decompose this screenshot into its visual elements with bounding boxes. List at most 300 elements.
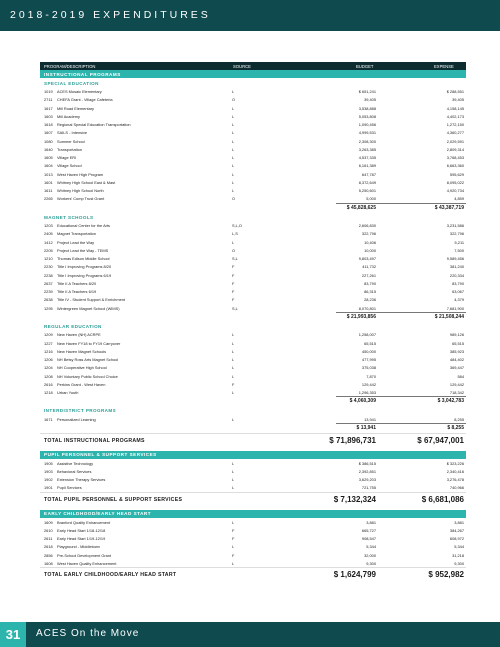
subtotal-rule: [336, 312, 466, 313]
table-row: [40, 246, 466, 254]
footer-publication-title: ACES On the Move: [36, 628, 140, 639]
row-budget: 129,442: [361, 381, 376, 387]
row-expense: 7,681,900: [446, 305, 464, 311]
row-source: F: [232, 536, 235, 541]
column-header-expense: EXPENSE: [434, 63, 454, 69]
row-source: O: [232, 97, 236, 103]
subtotal-expense: $ 43,387,719: [434, 204, 464, 211]
table-row: [40, 254, 466, 262]
row-budget: 8,372,649: [358, 179, 376, 185]
row-description: Educational Center for the Arts: [57, 223, 110, 228]
row-expense: 1,272,150: [446, 122, 464, 127]
row-description: Perkins Grant - West Haven: [57, 381, 106, 387]
row-budget: 5,250,601: [358, 188, 376, 193]
table-row: [40, 238, 466, 246]
row-budget: 4,537,335: [358, 155, 376, 160]
row-expense: 4,379: [454, 297, 464, 303]
row-source: O: [232, 247, 236, 253]
row-description: Whitney High School North: [57, 188, 104, 193]
row-source: L: [232, 477, 235, 482]
row-expense: 3,768,453: [446, 155, 464, 160]
table-row: [40, 186, 466, 194]
row-source: L: [232, 365, 235, 371]
row-source: L: [232, 519, 235, 525]
row-expense: 608,972: [449, 536, 464, 541]
table-row: [40, 262, 466, 270]
row-budget: 1,296,353: [358, 390, 376, 395]
subsection-title: INTERDISTRICT PROGRAMS: [44, 408, 117, 414]
row-code: 1901: [44, 485, 53, 491]
row-source: L,S: [232, 231, 238, 237]
table-row: [40, 483, 466, 491]
row-expense: 65,515: [452, 340, 464, 346]
table-row: [40, 137, 466, 145]
table-row: [40, 551, 466, 559]
row-code: 1295: [44, 305, 53, 311]
table-row: [40, 161, 466, 169]
total-pupil: [40, 492, 466, 506]
row-description: Behavioral Services: [57, 468, 92, 474]
row-code: 2205: [44, 247, 53, 253]
row-expense: 4,158,145: [446, 105, 464, 111]
subtotal-interdistrict: [40, 423, 466, 433]
row-description: West Haven Quality Enhancement: [57, 560, 117, 566]
table-row: [40, 542, 466, 550]
row-budget: 28,236: [364, 297, 376, 303]
row-description: Mill Road Elementary: [57, 105, 94, 111]
row-source: L: [232, 468, 235, 474]
row-code: 1607: [44, 130, 53, 136]
row-budget: $ 651,241: [358, 89, 376, 94]
row-code: 1905: [44, 460, 53, 466]
subtotal-rule: [336, 423, 466, 424]
row-code: 1210: [44, 256, 53, 261]
row-expense: 220,334: [449, 272, 464, 278]
row-description: Pupil Services: [57, 485, 82, 491]
row-expense: 2,029,591: [446, 138, 464, 144]
table-row: [40, 363, 466, 371]
row-source: L: [232, 105, 235, 111]
row-expense: 8,255: [454, 416, 464, 422]
row-code: 2637: [44, 280, 53, 286]
table-row: [40, 153, 466, 161]
row-expense: 83,790: [452, 280, 464, 286]
subsection-regular-education: [40, 321, 466, 330]
table-row: [40, 372, 466, 380]
row-source: F: [232, 289, 235, 294]
row-expense: 381,240: [449, 264, 464, 270]
table-row: [40, 104, 466, 112]
row-description: Thomas Edison Middle School: [57, 256, 110, 261]
rows-magnet: [40, 221, 466, 312]
row-budget: 5,053,808: [358, 113, 376, 119]
row-source: L: [232, 340, 235, 346]
row-code: 2616: [44, 381, 53, 387]
row-expense: $ 323,226: [446, 460, 464, 466]
row-code: 2265: [44, 196, 53, 202]
row-expense: 5,344: [454, 544, 464, 550]
subtotal-budget: $ 21,993,856: [346, 313, 376, 320]
row-source: L: [232, 163, 235, 169]
row-code: 1080: [44, 138, 53, 144]
row-budget: 5,000: [366, 196, 376, 202]
row-description: Transportation: [57, 146, 82, 152]
total-label: TOTAL INSTRUCTIONAL PROGRAMS: [44, 437, 145, 444]
row-source: L: [232, 171, 235, 177]
section-instructional: [40, 70, 466, 78]
row-code: 1617: [44, 105, 53, 111]
row-budget: 477,995: [361, 357, 376, 362]
row-description: Workers' Comp Trust Grant: [57, 196, 105, 202]
row-budget: 227,261: [361, 272, 376, 278]
row-expense: 3,231,586: [446, 223, 464, 228]
row-budget: 3,538,888: [358, 105, 376, 111]
row-description: Project Lead the Way - TEMS: [57, 247, 109, 253]
row-expense: 63,067: [452, 289, 464, 294]
table-row: [40, 380, 466, 388]
row-budget: 2,392,851: [358, 468, 376, 474]
row-budget: 65,515: [364, 340, 376, 346]
subtotal-regular: [40, 396, 466, 406]
row-code: 2856: [44, 552, 53, 558]
subtotal-expense: $ 3,042,783: [437, 398, 464, 405]
subsection-title: MAGNET SCHOOLS: [44, 214, 94, 220]
subsection-interdistrict: [40, 406, 466, 415]
total-expense: $ 6,681,086: [421, 494, 464, 504]
row-expense: $ 288,551: [446, 89, 464, 94]
row-source: F: [232, 264, 235, 270]
row-code: 1618: [44, 122, 53, 127]
total-expense: $ 952,982: [428, 570, 464, 579]
row-source: L: [232, 130, 235, 136]
row-budget: 86,315: [364, 289, 376, 294]
rows-regular: [40, 330, 466, 396]
row-budget: 10,406: [364, 239, 376, 245]
rows-interdistrict: [40, 415, 466, 423]
row-budget: 3,629,203: [358, 477, 376, 482]
row-source: L: [232, 188, 235, 193]
table-row: [40, 194, 466, 202]
row-source: L: [232, 544, 235, 550]
table-row: [40, 518, 466, 526]
row-description: Early Head Start 1/18-12/18: [57, 527, 106, 533]
row-source: F: [232, 527, 235, 533]
expenditures-table: [40, 62, 466, 581]
table-row: [40, 170, 466, 178]
row-description: Magnet Transportation: [57, 231, 96, 237]
subsection-special-education: [40, 78, 466, 87]
row-budget: 13,941: [364, 416, 376, 422]
row-code: 1216: [44, 348, 53, 354]
row-budget: 8,070,801: [358, 305, 376, 311]
row-source: S,L: [232, 256, 238, 261]
row-source: F: [232, 272, 235, 278]
row-budget: 39,405: [364, 97, 376, 103]
row-description: New Haven FY18 to FY19 Carryover: [57, 340, 121, 346]
row-budget: 10,000: [364, 247, 376, 253]
row-description: Assistive Technology: [57, 460, 94, 466]
table-row: [40, 178, 466, 186]
subsection-title: REGULAR EDUCATION: [44, 323, 102, 329]
row-expense: 4,920,734: [446, 188, 464, 193]
table-row: [40, 287, 466, 295]
table-row: [40, 415, 466, 423]
row-expense: 385,923: [449, 348, 464, 354]
row-code: 1203: [44, 223, 53, 228]
row-expense: 718,342: [449, 390, 464, 395]
row-budget: 9,300: [366, 560, 376, 566]
row-budget: 450,000: [361, 348, 376, 354]
row-source: L: [232, 155, 235, 160]
row-code: 2611: [44, 536, 53, 541]
rows-pupil: [40, 459, 466, 492]
row-description: Personalized Learning: [57, 416, 96, 422]
row-expense: 484,402: [449, 357, 464, 362]
row-budget: 908,547: [361, 536, 376, 541]
row-description: Title IV - Student Support & Enrichment: [57, 297, 125, 303]
table-row: [40, 388, 466, 396]
column-header-budget: BUDGET: [356, 63, 374, 69]
table-row: [40, 526, 466, 534]
row-expense: 6,663,360: [446, 163, 464, 169]
row-description: West Haven High Program: [57, 171, 104, 177]
table-row: [40, 330, 466, 338]
table-row: [40, 459, 466, 467]
row-expense: 3,276,478: [446, 477, 464, 482]
total-budget: $ 71,896,731: [329, 435, 376, 445]
row-description: Project Lead the Way: [57, 239, 95, 245]
row-source: L: [232, 113, 235, 119]
row-source: L: [232, 390, 235, 395]
row-expense: 129,442: [449, 381, 464, 387]
row-description: New Haven (NH) ACRPE: [57, 332, 101, 338]
rows-early: [40, 518, 466, 568]
row-code: 1640: [44, 146, 53, 152]
row-source: L: [232, 122, 235, 127]
row-source: L: [232, 416, 235, 422]
row-expense: 9,589,456: [446, 256, 464, 261]
table-row: [40, 221, 466, 229]
table-row: [40, 347, 466, 355]
row-description: NH Voluntary Public School Choice: [57, 373, 118, 379]
total-label: TOTAL PUPIL PERSONNEL & SUPPORT SERVICES: [44, 496, 183, 503]
row-source: L: [232, 348, 235, 354]
row-code: 1605: [44, 155, 53, 160]
row-expense: 2,340,416: [446, 468, 464, 474]
row-source: F: [232, 381, 235, 387]
row-code: 1604: [44, 163, 53, 169]
row-description: NH Cooperative High School: [57, 365, 107, 371]
row-budget: 3,881: [366, 519, 376, 525]
row-description: Title I Improving Programs 6/19: [57, 272, 112, 278]
row-source: L: [232, 89, 235, 94]
row-budget: 5,344: [366, 544, 376, 550]
table-row: [40, 229, 466, 237]
row-source: S,L,O: [232, 223, 242, 228]
subtotal-budget: $ 13,941: [356, 425, 376, 431]
row-budget: 665,727: [361, 527, 376, 533]
rows-special: [40, 87, 466, 203]
page-title: 2018-2019 EXPENDITURES: [10, 9, 211, 21]
table-row: [40, 87, 466, 95]
row-code: 2230: [44, 264, 53, 270]
row-source: L: [232, 146, 235, 152]
row-budget: 3,263,385: [358, 146, 376, 152]
table-row: [40, 475, 466, 483]
subtotal-expense: $ 21,508,244: [434, 313, 464, 320]
total-expense: $ 67,947,001: [417, 435, 464, 445]
row-expense: 322,796: [449, 231, 464, 237]
row-description: Branford Quality Enhancement: [57, 519, 111, 525]
row-code: 2711: [44, 97, 53, 103]
row-source: O: [232, 196, 236, 202]
row-description: Extension Therapy Services: [57, 477, 106, 482]
section-title: INSTRUCTIONAL PROGRAMS: [44, 71, 121, 77]
subsection-title: SPECIAL EDUCATION: [44, 80, 99, 86]
row-code: 2638: [44, 297, 53, 303]
row-code: 1013: [44, 171, 53, 177]
row-budget: 7,870: [366, 373, 376, 379]
table-row: [40, 95, 466, 103]
row-code: 2405: [44, 231, 53, 237]
row-source: S,L: [232, 305, 238, 311]
row-budget: 322,796: [361, 231, 376, 237]
page-number: 31: [0, 622, 26, 647]
row-source: L: [232, 357, 235, 362]
table-row: [40, 145, 466, 153]
row-source: L: [232, 560, 235, 566]
row-code: 1019: [44, 89, 53, 94]
row-description: Summer School: [57, 138, 85, 144]
row-expense: 31,218: [452, 552, 464, 558]
row-expense: 989,126: [449, 332, 464, 338]
row-description: Mill Academy: [57, 113, 80, 119]
row-description: Village School: [57, 163, 82, 169]
row-description: Title I Improving Programs 8/20: [57, 264, 112, 270]
row-description: Early Head Start 1/19-12/19: [57, 536, 106, 541]
row-budget: 375,038: [361, 365, 376, 371]
row-source: L: [232, 138, 235, 144]
row-source: L: [232, 373, 235, 379]
row-expense: 39,405: [452, 97, 464, 103]
row-code: 2610: [44, 527, 53, 533]
total-label: TOTAL EARLY CHILDHOOD/EARLY HEAD START: [44, 572, 177, 578]
total-instructional: [40, 433, 466, 447]
row-source: F: [232, 280, 235, 286]
row-code: 1671: [44, 416, 53, 422]
row-code: 1902: [44, 477, 53, 482]
row-expense: 7,500: [454, 247, 464, 253]
row-budget: 721,755: [361, 485, 376, 491]
row-description: Whitney High School East & Mast: [57, 179, 116, 185]
row-description: NH Betsy Ross Arts Magnet School: [57, 357, 119, 362]
table-row: [40, 339, 466, 347]
row-expense: 4,402,173: [446, 113, 464, 119]
row-source: F: [232, 552, 235, 558]
row-expense: 384,267: [449, 527, 464, 533]
row-source: F: [232, 297, 235, 303]
total-budget: $ 7,132,324: [333, 494, 376, 504]
row-description: Pre-School Development Grant: [57, 552, 112, 558]
row-code: 2239: [44, 289, 53, 294]
row-budget: $ 386,515: [358, 460, 376, 466]
row-budget: 1,090,456: [358, 122, 376, 127]
section-title: EARLY CHILDHOOD/EARLY HEAD START: [44, 511, 152, 517]
subsection-magnet-schools: [40, 212, 466, 221]
table-row: [40, 271, 466, 279]
row-expense: 584: [457, 373, 464, 379]
row-source: L: [232, 332, 235, 338]
row-budget: 647,787: [361, 171, 376, 177]
row-code: 1208: [44, 373, 53, 379]
row-expense: 9,300: [454, 560, 464, 566]
section-pupil-personnel: [40, 451, 466, 459]
row-description: CHEFA Grant - Village Cafeteria: [57, 97, 113, 103]
row-description: New Haven Magnet Schools: [57, 348, 107, 354]
row-code: 1227: [44, 340, 53, 346]
section-title: PUPIL PERSONNEL & SUPPORT SERVICES: [44, 452, 157, 458]
row-source: L: [232, 460, 235, 466]
table-row: [40, 112, 466, 120]
row-description: Regional Special Education Transportation: [57, 122, 131, 127]
subtotal-magnet: [40, 312, 466, 322]
row-code: 1601: [44, 179, 53, 185]
row-expense: 2,809,314: [446, 146, 464, 152]
subtotal-special: [40, 203, 466, 213]
row-code: 1204: [44, 365, 53, 371]
row-expense: 595,629: [449, 171, 464, 177]
column-header-program: PROGRAM/DESCRIPTION: [44, 63, 96, 69]
row-description: ACES Mosaic Elementary: [57, 89, 102, 94]
subtotal-rule: [336, 203, 466, 204]
row-code: 1903: [44, 468, 53, 474]
row-budget: 9,803,497: [358, 256, 376, 261]
row-code: 1611: [44, 188, 53, 193]
row-budget: 2,606,830: [358, 223, 376, 228]
table-row: [40, 120, 466, 128]
row-description: Title II A Teachers 8/20: [57, 280, 97, 286]
section-early-childhood: [40, 510, 466, 518]
subtotal-budget: $ 4,060,309: [349, 398, 376, 405]
row-source: L: [232, 179, 235, 185]
row-code: 1209: [44, 332, 53, 338]
table-row: [40, 295, 466, 303]
row-source: L: [232, 485, 235, 491]
row-description: Village ERI: [57, 155, 77, 160]
row-expense: 3,881: [454, 519, 464, 525]
column-header-row: [40, 62, 466, 70]
row-budget: 2,308,300: [358, 138, 376, 144]
table-row: [40, 559, 466, 567]
row-code: 2618: [44, 544, 53, 550]
row-budget: 4,999,531: [358, 130, 376, 136]
row-code: 2238: [44, 272, 53, 278]
row-expense: 369,447: [449, 365, 464, 371]
table-row: [40, 467, 466, 475]
row-code: 1603: [44, 113, 53, 119]
row-expense: 8,095,022: [446, 179, 464, 185]
row-code: 1206: [44, 357, 53, 362]
table-row: [40, 304, 466, 312]
subtotal-expense: $ 8,255: [447, 425, 464, 431]
row-source: L: [232, 239, 235, 245]
row-budget: 6,161,389: [358, 163, 376, 169]
row-expense: 4,859: [454, 196, 464, 202]
row-budget: 83,790: [364, 280, 376, 286]
subtotal-budget: $ 45,828,625: [346, 204, 376, 211]
row-expense: 740,966: [449, 485, 464, 491]
row-budget: 32,000: [364, 552, 376, 558]
